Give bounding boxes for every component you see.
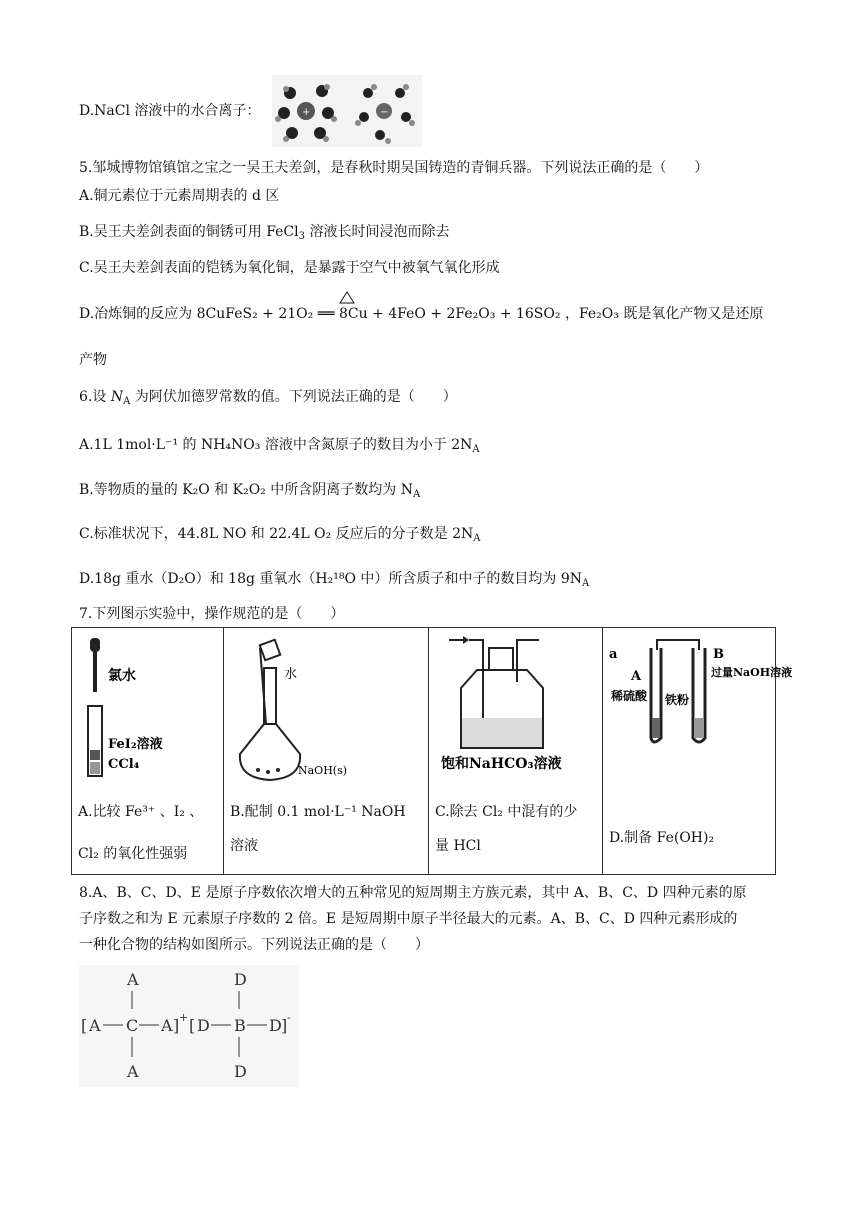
q6-option-b: B.等物质的量的 K₂O 和 K₂O₂ 中所含阴离子数均为 $N_A$ <box>79 482 421 500</box>
option-c-caption-2: 量 HCl <box>435 838 481 854</box>
option-d-cell <box>603 628 793 875</box>
svg-text:[: [ <box>189 1016 196 1035</box>
svg-text:饱和NaHCO₃溶液: 饱和NaHCO₃溶液 <box>441 756 562 772</box>
svg-text:C: C <box>126 1016 139 1035</box>
reaction-equation: 8CuFeS₂ + 21O₂ ══ 8Cu + 4FeO + 2Fe₂O₃ + 16SO₂ <box>196 306 561 322</box>
q6-option-c: C.标准状况下，44.8L NO 和 22.4L O₂ 反应后的分子数是 $2N_A$ <box>79 526 481 544</box>
svg-text:A: A <box>127 1062 139 1081</box>
svg-text:稀硫酸: 稀硫酸 <box>611 689 648 703</box>
q8-stem-1: 8.A、B、C、D、E 是原子序数依次增大的五种常见的短周期主方族元素，其中 A、B、C、D 四种元素的原 <box>79 885 747 901</box>
svg-text:B: B <box>713 647 724 662</box>
q5-option-d: D.冶炼铜的反应为 8CuFeS₂ + 21O₂ ══ 8Cu + 4FeO + 2Fe₂O₃ + 16SO₂ ，Fe₂O₃ 既是氧化产物又是还原 <box>79 306 764 322</box>
q5-option-a: A.铜元素位于元素周期表的 d 区 <box>79 188 280 204</box>
q8-stem-2: 子序数之和为 E 元素原子序数的 2 倍。E 是短周期中原子半径最大的元素。A、B、C、D 四种元素形成的 <box>79 911 738 927</box>
heat-triangle-icon <box>324 290 370 306</box>
svg-text:[: [ <box>81 1016 88 1035</box>
svg-text:铁粉: 铁粉 <box>665 693 690 707</box>
option-d-caption: D.制备 Fe(OH)₂ <box>609 830 715 846</box>
svg-text:NaOH(s): NaOH(s) <box>298 764 348 777</box>
option-b-cell <box>224 628 429 875</box>
svg-text:-: - <box>287 1011 291 1024</box>
svg-text:氯水: 氯水 <box>108 668 136 684</box>
svg-text:FeI₂溶液: FeI₂溶液 <box>108 737 163 752</box>
option-c-cell <box>429 628 603 875</box>
hydrated-ions-figure <box>272 75 422 147</box>
option-c-caption-1: C.除去 Cl₂ 中混有的少 <box>435 804 578 820</box>
svg-text:D: D <box>269 1016 282 1035</box>
option-a-caption-1: A.比较 Fe³⁺ 、I₂ 、 <box>78 804 204 820</box>
option-a-cell <box>72 628 224 875</box>
svg-text:A: A <box>161 1016 173 1035</box>
svg-text:A: A <box>127 970 139 989</box>
ionic-compound-structure <box>79 965 299 1087</box>
q7-stem: 7.下列图示实验中，操作规范的是（ ） <box>79 606 345 622</box>
q5-option-c: C.吴王夫差剑表面的铠锈为氧化铜，是暴露于空气中被氧气氧化形成 <box>79 260 500 276</box>
svg-text:+: + <box>179 1011 189 1024</box>
q6-stem: 6.设 $N_A$ 为阿伏加德罗常数的值。下列说法正确的是（ ） <box>79 389 457 407</box>
q5-option-b: B.吴王夫差剑表面的铜锈可用 FeCl$_3$ 溶液长时间浸泡而除去 <box>79 224 450 242</box>
svg-text:D: D <box>234 1062 247 1081</box>
dropper-tube-figure <box>72 628 222 788</box>
q5-stem: 5.邹城博物馆镇馆之宝之一吴王夫差剑，是春秋时期吴国铸造的青铜兵器。下列说法正确的是（ ） <box>79 160 709 176</box>
gas-washing-bottle-figure <box>429 628 602 788</box>
volumetric-flask-figure <box>224 628 428 788</box>
option-a-caption-2: Cl₂ 的氧化性强弱 <box>78 846 188 862</box>
svg-text:]: ] <box>173 1016 180 1035</box>
svg-text:D: D <box>234 970 247 989</box>
q6-option-a: A.1L 1mol·L⁻¹ 的 NH₄NO₃ 溶液中含氮原子的数目为小于 $2N_A$ <box>79 437 480 455</box>
q4-option-d: D.NaCl 溶液中的水合离子： <box>79 103 261 119</box>
svg-text:B: B <box>234 1016 246 1035</box>
svg-text:A: A <box>631 669 642 684</box>
option-b-caption-1: B.配制 0.1 mol·L⁻¹ NaOH <box>230 804 406 820</box>
svg-text:A: A <box>89 1016 101 1035</box>
svg-text:+: + <box>302 107 311 118</box>
svg-text:CCl₄: CCl₄ <box>108 757 140 772</box>
q6-option-d: D.18g 重水（D₂O）和 18g 重氧水（H₂¹⁸O 中）所含质子和中子的数目均为 $9N_A$ <box>79 571 590 589</box>
svg-text:−: − <box>380 107 389 118</box>
q8-stem-3: 一种化合物的结构如图所示。下列说法正确的是（ ） <box>79 937 429 953</box>
option-b-caption-2: 溶液 <box>230 838 258 854</box>
feoh2-apparatus-figure <box>603 628 793 788</box>
q7-experiment-table <box>71 627 793 875</box>
svg-text:过量NaOH溶液: 过量NaOH溶液 <box>711 666 793 679</box>
svg-text:水: 水 <box>284 667 298 682</box>
q5-option-d-continued: 产物 <box>79 352 107 368</box>
svg-text:]: ] <box>281 1016 288 1035</box>
svg-text:D: D <box>197 1016 210 1035</box>
svg-text:a: a <box>609 647 618 662</box>
